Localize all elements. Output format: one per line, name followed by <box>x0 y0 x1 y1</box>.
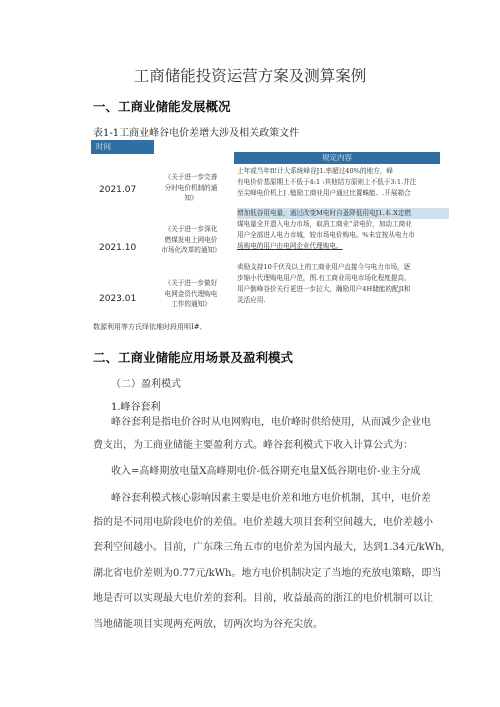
paragraph-line: 指的是不同用电阶段电价的差值。电价差越大项目套利空间越大，电价差越小 <box>93 517 433 528</box>
table-row-policy-name <box>149 172 233 204</box>
policy-name-line: 《关于进一步做好 <box>164 279 218 287</box>
policy-name-line: 市场化改革的通知》 <box>161 246 221 254</box>
table-header-time: 时间 <box>91 140 154 154</box>
policy-table <box>91 138 417 328</box>
table-source-note: 数源利用等方氏绎依堆时段用明I#、 <box>93 323 207 331</box>
table-row-date: 2021.10 <box>99 243 137 253</box>
content-line: 灵活应用. <box>237 296 266 304</box>
table-caption: 表1-1工商业峰谷电价差增大涉及相关政策文件 <box>93 128 300 139</box>
policy-name-line: 《关于进一步深化 <box>164 225 218 233</box>
section-2-heading: 二、工商业储能应用场景及盈利模式 <box>93 350 294 365</box>
content-line: 步缩小代理购电用户范，围.有工商业用电市场化程度提高， <box>237 274 411 282</box>
content-line: 至尖峰电价机上] .勉励工商业用户通过比置蛛能、.开展箱合 <box>237 189 411 197</box>
policy-name-line: 燃煤发电上网电价 <box>164 235 218 244</box>
paragraph-line: 套利空间越小。目前，广东珠三角五市的电价差为国内最大，达到1.34元/kWh, <box>93 542 445 553</box>
table-row-date: 2023.01 <box>99 294 137 304</box>
policy-name-line: 电网金资代理购电 <box>164 289 218 298</box>
policy-name-line: 工作的通知》 <box>171 300 211 308</box>
table-row-date: 2021.07 <box>99 185 137 195</box>
content-line: 煤电量全并遗入电力市场，取消工商业”录电价，加动工商业 <box>237 220 412 228</box>
content-line: 卖励支持10千伏及以上的工商业用户直接今与电力市场，逐 <box>237 263 411 271</box>
paragraph-line: 峰谷套利模式核心影响因素主要是电价差和地方电价机制，其中，电价差 <box>111 493 431 504</box>
document-title: 工商储能投资运营方案及测算案例 <box>133 67 367 85</box>
paragraph-line: 当地储能项目实现两充两放，切两次均为谷充尖放。 <box>93 619 323 630</box>
table-row-content <box>237 166 449 199</box>
content-line: 有电价价基原期上不低于4:1 :其他结方原则上不低于3:1.并注 <box>237 178 417 186</box>
content-line: 上年或当年fl!计大系统峰谷J1.率超过40%的地方，峰 <box>237 167 393 175</box>
policy-name-line: 《关于进一步完善 <box>164 173 218 181</box>
paragraph-line: 地是否可以实现最大电价差的套利。目前，收益最高的浙江的电价机制可以让 <box>93 593 433 604</box>
content-line: 用户倒峰谷价关行更进一步拉大，瀚励用户4H储能的配JI和 <box>237 285 411 293</box>
content-line: 用户全部进人电力市城，较市场电价购电。%未宜按从电力市 <box>237 231 415 239</box>
subsection-heading: （二）盈利模式 <box>111 379 181 390</box>
formula-line: 收入=高峰期放电量X高峰期电价-低谷期充电量X低谷期电价-业主分成 <box>111 466 421 477</box>
policy-name-line: 分时电价机制的通 <box>164 183 218 192</box>
table-row-policy-name <box>149 278 233 310</box>
table-row-content <box>237 262 449 306</box>
section-1-heading: 一、工商业储能发展概况 <box>93 99 231 114</box>
table-row-content <box>237 208 449 252</box>
paragraph-line: 费支出，为工商业储能主要盈利方式。峰谷套利模式下收入计算公式为： <box>93 440 413 451</box>
table-row-policy-name <box>149 224 233 256</box>
table-header-content: 规定内容 <box>234 152 440 164</box>
content-line: 增加低谷用电量，通过改变M电时自蚤降低用电J1.本.X定燃 <box>237 208 449 219</box>
item-heading: 1.峰谷套利 <box>111 402 161 413</box>
policy-name-line: 知》 <box>184 194 198 202</box>
paragraph-line: 湖北省电价差则为0.77元/kWh。地方电价机制决定了当地的充放电策略，即当 <box>93 568 442 579</box>
paragraph-line: 峰谷套利是指电价谷时从电网购电，电价峰时供给使用，从而减少企业电 <box>111 417 431 428</box>
content-line: 场购电的用户由电网企业代理购电。 <box>237 242 343 250</box>
